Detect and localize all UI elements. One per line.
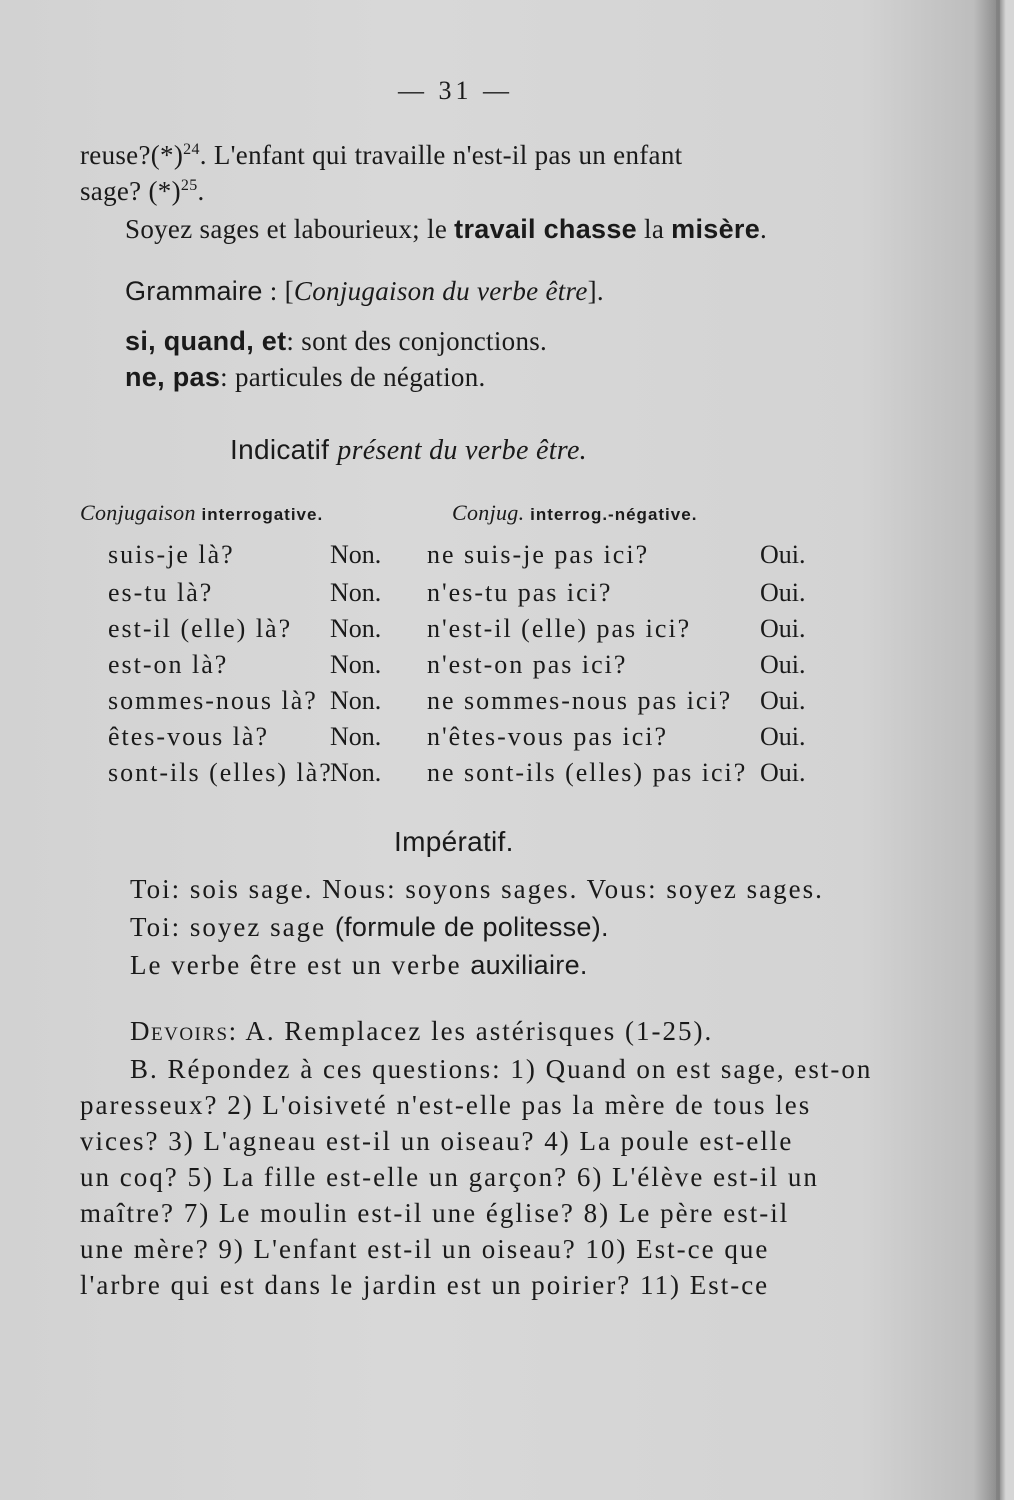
text-fragment: reuse?(*) xyxy=(80,140,184,170)
imperatif-line: Toi: sois sage. Nous: soyons sages. Vous: soyez sages. xyxy=(130,874,824,904)
text-fragment: Indicatif xyxy=(230,434,338,465)
answer-cell: Non. xyxy=(330,614,382,643)
text-fragment: présent du verbe être. xyxy=(337,435,587,466)
negative-answer-cell: Oui. xyxy=(760,686,806,715)
answer-cell: Non. xyxy=(330,540,382,569)
devoirs-question-line: paresseux? 2) L'oisiveté n'est-elle pas la mère de tous les xyxy=(80,1090,812,1120)
text-fragment: la xyxy=(636,214,672,244)
text-fragment: : [ xyxy=(262,276,294,306)
text-fragment: sage? (*) xyxy=(80,176,181,206)
grammar-note xyxy=(125,362,486,393)
devoirs-question-line: l'arbre qui est dans le jardin est un poirier? 11) Est-ce xyxy=(80,1270,770,1300)
text-fragment: : A. Remplacez les astérisques (1-25). xyxy=(228,1016,714,1046)
question-cell: est-on là? xyxy=(108,650,229,679)
text-fragment: . xyxy=(197,176,205,206)
answer-cell: Non. xyxy=(330,578,382,607)
answer-cell: Non. xyxy=(330,686,382,715)
paragraph-line xyxy=(80,176,205,207)
negative-question-cell: ne sommes-nous pas ici? xyxy=(427,686,733,715)
answer-cell: Non. xyxy=(330,758,382,787)
grammar-term: si, quand, et xyxy=(125,326,287,356)
table-header-right xyxy=(452,500,697,526)
devoirs-question-line: vices? 3) L'agneau est-il un oiseau? 4) La poule est-elle xyxy=(80,1126,794,1156)
question-cell: es-tu là? xyxy=(108,578,214,607)
devoirs-question-line: maître? 7) Le moulin est-il une église? 8) Le père est-il xyxy=(80,1198,790,1228)
header-bold: interrog.-négative. xyxy=(524,505,698,524)
text-fragment: Toi: soyez sage xyxy=(130,912,335,942)
question-cell: êtes-vous là? xyxy=(108,722,270,751)
text-fragment: . xyxy=(760,214,768,244)
negative-answer-cell: Oui. xyxy=(760,578,806,607)
negative-answer-cell: Oui. xyxy=(760,540,806,569)
devoirs-line xyxy=(130,1016,713,1047)
negative-answer-cell: Oui. xyxy=(760,650,806,679)
table-header-left xyxy=(80,500,323,526)
text-fragment: . L'enfant qui travaille n'est-il pas un enfant xyxy=(199,140,683,170)
text-fragment: : sont des conjonctions. xyxy=(286,326,548,356)
grammaire-heading xyxy=(125,276,604,307)
text-fragment: Soyez sages et labourieux; le xyxy=(125,214,455,244)
text-fragment: : particules de négation. xyxy=(220,362,486,392)
emphasis: (formule de politesse). xyxy=(334,912,609,942)
negative-question-cell: ne suis-je pas ici? xyxy=(427,540,650,569)
negative-question-cell: ne sont-ils (elles) pas ici? xyxy=(427,758,748,787)
page-number: — 31 — xyxy=(398,76,513,105)
devoirs-label: Devoirs xyxy=(130,1016,229,1046)
grammaire-label: Grammaire xyxy=(125,276,263,306)
emphasis: travail chasse xyxy=(454,214,637,244)
negative-answer-cell: Oui. xyxy=(760,722,806,751)
footnote-number: 25 xyxy=(180,177,198,194)
negative-question-cell: n'es-tu pas ici? xyxy=(427,578,613,607)
emphasis: auxiliaire. xyxy=(470,950,588,980)
maxim-line xyxy=(125,214,767,245)
question-cell: est-il (elle) là? xyxy=(108,614,293,643)
text-fragment: ]. xyxy=(587,276,604,306)
emphasis: misère xyxy=(671,214,761,244)
question-cell: sont-ils (elles) là? xyxy=(108,758,333,787)
answer-cell: Non. xyxy=(330,722,382,751)
header-italic: Conjug. xyxy=(452,500,525,525)
imperatif-line xyxy=(130,950,588,981)
devoirs-question-line: une mère? 9) L'enfant est-il un oiseau? 10) Est-ce que xyxy=(80,1234,770,1264)
page-spine-shadow xyxy=(996,0,1000,1500)
negative-question-cell: n'êtes-vous pas ici? xyxy=(427,722,669,751)
grammar-term: ne, pas xyxy=(125,362,221,392)
question-cell: suis-je là? xyxy=(108,540,235,569)
negative-answer-cell: Oui. xyxy=(760,758,806,787)
paragraph-line xyxy=(80,140,682,171)
negative-question-cell: n'est-on pas ici? xyxy=(427,650,628,679)
devoirs-question-line: B. Répondez à ces questions: 1) Quand on est sage, est-on xyxy=(130,1054,873,1084)
header-bold: interrogative. xyxy=(195,505,324,524)
footnote-number: 24 xyxy=(183,141,200,158)
answer-cell: Non. xyxy=(330,650,382,679)
grammar-note xyxy=(125,326,547,357)
negative-answer-cell: Oui. xyxy=(760,614,806,643)
header-italic: Conjugaison xyxy=(80,500,196,525)
indicatif-heading xyxy=(230,434,587,467)
grammaire-topic: Conjugaison du verbe être xyxy=(293,276,588,306)
imperatif-heading: Impératif. xyxy=(394,826,514,857)
question-cell: sommes-nous là? xyxy=(108,686,318,715)
negative-question-cell: n'est-il (elle) pas ici? xyxy=(427,614,692,643)
imperatif-line xyxy=(130,912,609,943)
text-fragment: Le verbe être est un verbe xyxy=(130,950,471,980)
devoirs-question-line: un coq? 5) La fille est-elle un garçon? 6) L'élève est-il un xyxy=(80,1162,819,1192)
